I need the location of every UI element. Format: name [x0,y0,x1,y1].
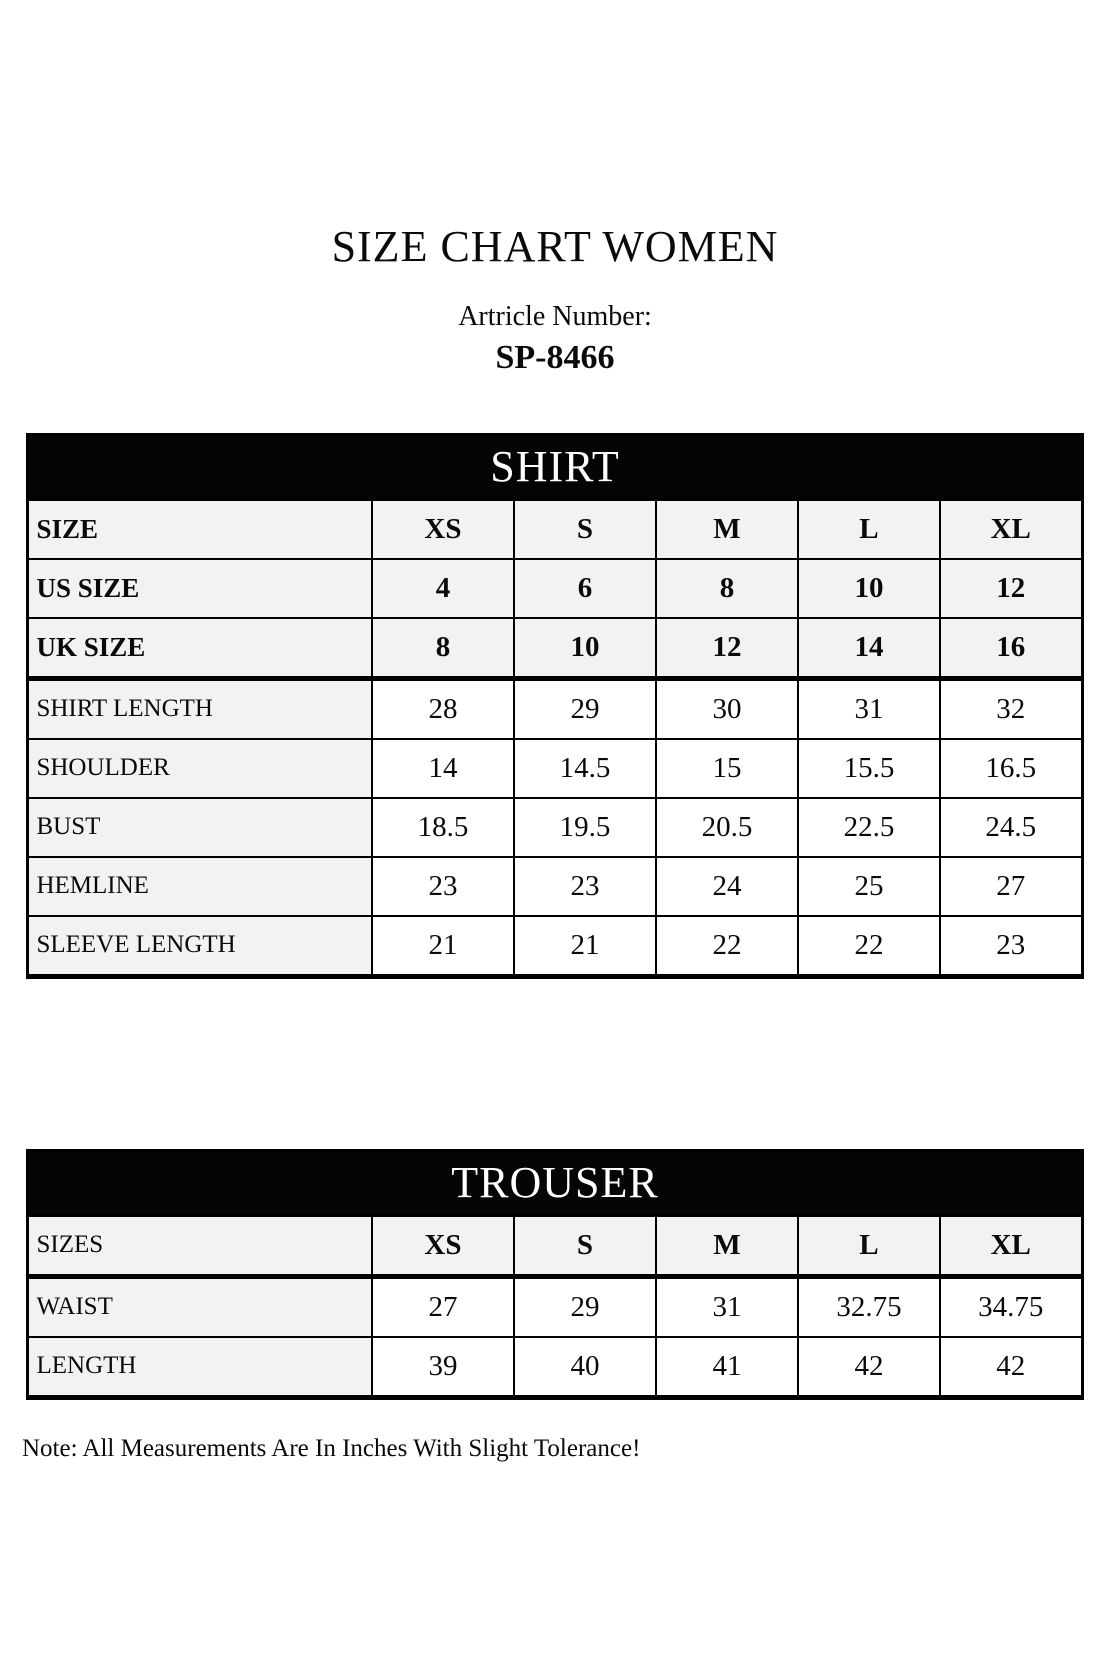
value-cell: 29 [514,678,656,739]
value-cell: 31 [656,1276,798,1337]
value-cell: 23 [372,857,514,916]
size-cell-xl: XL [940,1215,1082,1276]
row-label: SIZE [28,499,372,559]
value-cell: 25 [798,857,940,916]
size-cell-l: L [798,1215,940,1276]
value-cell: 39 [372,1337,514,1398]
value-cell: 23 [514,857,656,916]
value-cell: 12 [940,559,1082,618]
shirt-table-banner-row [28,434,1082,499]
value-cell: 42 [940,1337,1082,1398]
size-cell-xs: XS [372,499,514,559]
value-cell: 14 [372,739,514,798]
value-cell: 8 [372,618,514,679]
value-cell: 15 [656,739,798,798]
shirt-uk-size-row [28,618,1082,679]
value-cell: 10 [514,618,656,679]
value-cell: 14.5 [514,739,656,798]
measurement-note: Note: All Measurements Are In Inches With Slight Tolerance! [22,1434,641,1462]
row-label: SHOULDER [28,739,372,798]
value-cell: 30 [656,678,798,739]
trouser-table-title: TROUSER [28,1150,1082,1215]
value-cell: 16 [940,618,1082,679]
shirt-size-table [26,433,1083,979]
trouser-sizes-row [28,1215,1082,1276]
row-label: UK SIZE [28,618,372,679]
row-label: LENGTH [28,1337,372,1398]
value-cell: 19.5 [514,798,656,857]
shirt-table-title: SHIRT [28,434,1082,499]
value-cell: 18.5 [372,798,514,857]
row-label: SHIRT LENGTH [28,678,372,739]
size-cell-xs: XS [372,1215,514,1276]
size-cell-l: L [798,499,940,559]
shirt-size-row [28,499,1082,559]
size-cell-m: M [656,1215,798,1276]
value-cell: 21 [372,916,514,977]
article-number-label: Artricle Number: [458,300,652,332]
value-cell: 20.5 [656,798,798,857]
value-cell: 29 [514,1276,656,1337]
shoulder-row [28,739,1082,798]
row-label: HEMLINE [28,857,372,916]
value-cell: 32.75 [798,1276,940,1337]
value-cell: 32 [940,678,1082,739]
value-cell: 22 [798,916,940,977]
size-cell-s: S [514,499,656,559]
size-cell-s: S [514,1215,656,1276]
value-cell: 22.5 [798,798,940,857]
bust-row [28,798,1082,857]
row-label: BUST [28,798,372,857]
value-cell: 6 [514,559,656,618]
trouser-size-table [26,1149,1083,1400]
value-cell: 16.5 [940,739,1082,798]
value-cell: 24 [656,857,798,916]
value-cell: 41 [656,1337,798,1398]
value-cell: 4 [372,559,514,618]
shirt-us-size-row [28,559,1082,618]
value-cell: 14 [798,618,940,679]
row-label: SIZES [28,1215,372,1276]
row-label: US SIZE [28,559,372,618]
value-cell: 40 [514,1337,656,1398]
value-cell: 15.5 [798,739,940,798]
row-label: WAIST [28,1276,372,1337]
value-cell: 24.5 [940,798,1082,857]
value-cell: 27 [940,857,1082,916]
article-number-value: SP-8466 [495,338,615,376]
length-row [28,1337,1082,1398]
value-cell: 23 [940,916,1082,977]
waist-row [28,1276,1082,1337]
row-label: SLEEVE LENGTH [28,916,372,977]
value-cell: 21 [514,916,656,977]
sleeve-length-row [28,916,1082,977]
value-cell: 27 [372,1276,514,1337]
value-cell: 31 [798,678,940,739]
value-cell: 42 [798,1337,940,1398]
hemline-row [28,857,1082,916]
value-cell: 10 [798,559,940,618]
size-cell-xl: XL [940,499,1082,559]
trouser-table-banner-row [28,1150,1082,1215]
shirt-length-row [28,678,1082,739]
value-cell: 12 [656,618,798,679]
value-cell: 22 [656,916,798,977]
value-cell: 28 [372,678,514,739]
value-cell: 34.75 [940,1276,1082,1337]
page-title: SIZE CHART WOMEN [331,222,779,271]
value-cell: 8 [656,559,798,618]
size-cell-m: M [656,499,798,559]
